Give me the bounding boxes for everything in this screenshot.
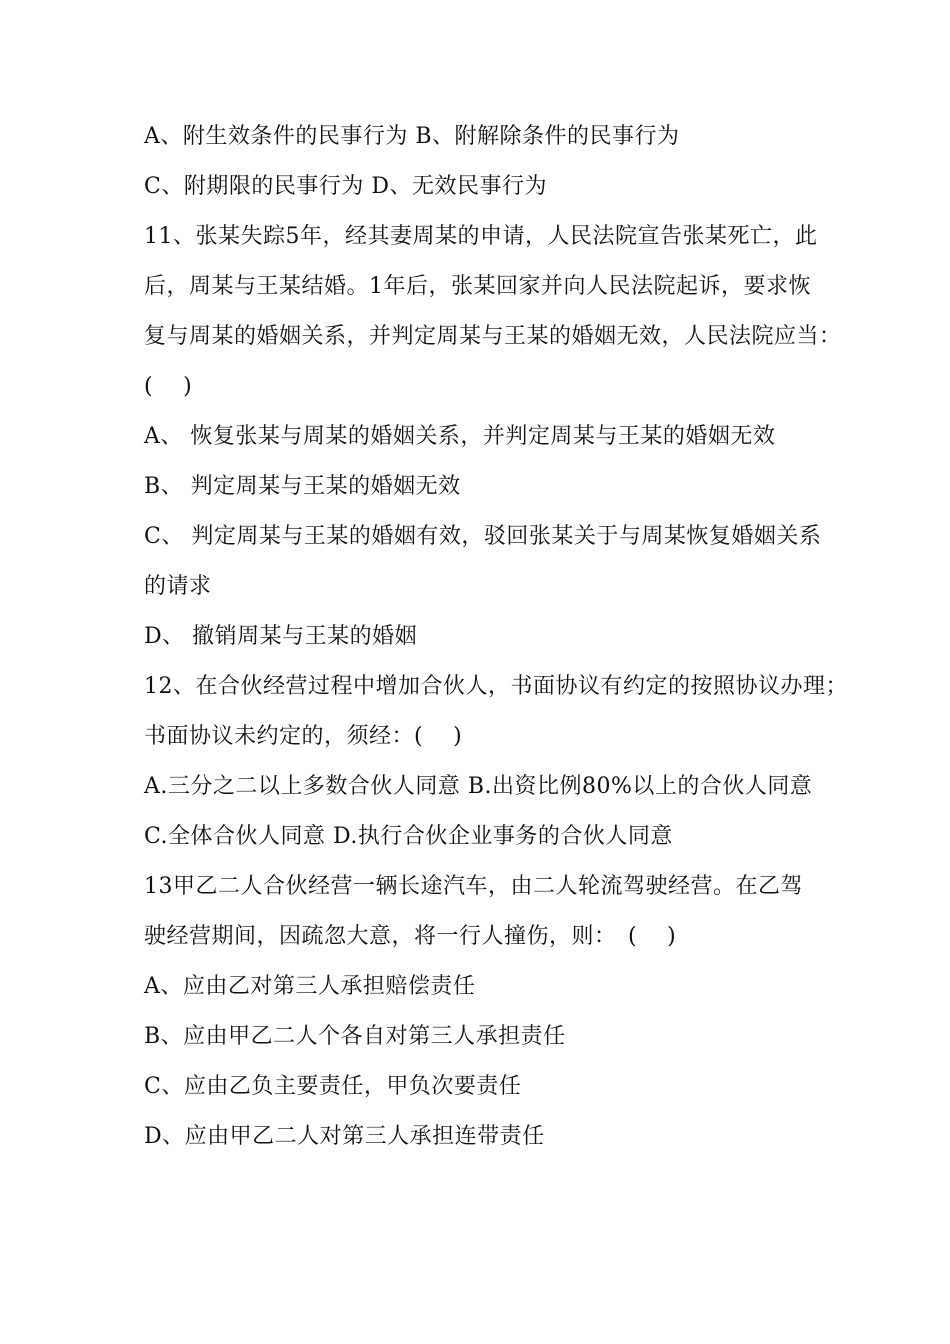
q13-option-b: B、应由甲乙二人个各自对第三人承担责任	[144, 1024, 566, 1049]
q11-answer-blank: ( )	[144, 374, 193, 399]
q11-stem-line-2: 后，周某与王某结婚。1年后，张某回家并向人民法院起诉，要求恢	[144, 274, 811, 299]
q11-option-a: A、 恢复张某与周某的婚姻关系，并判定周某与王某的婚姻无效	[144, 424, 776, 449]
q11-option-b: B、 判定周某与王某的婚姻无效	[144, 474, 461, 499]
q13-stem-line-1: 13甲乙二人合伙经营一辆长途汽车，由二人轮流驾驶经营。在乙驾	[144, 874, 803, 899]
q11-option-d: D、 撤销周某与王某的婚姻	[144, 624, 418, 649]
q11-option-c-line-1: C、 判定周某与王某的婚姻有效，驳回张某关于与周某恢复婚姻关系	[144, 524, 822, 549]
q11-stem-line-3: 复与周某的婚姻关系，并判定周某与王某的婚姻无效，人民法院应当：	[144, 324, 842, 349]
q12-options-cd: C.全体合伙人同意 D.执行合伙企业事务的合伙人同意	[144, 824, 673, 849]
q12-stem-line-1: 12、在合伙经营过程中增加合伙人，书面协议有约定的按照协议办理；	[144, 674, 848, 699]
q13-stem-line-2: 驶经营期间，因疏忽大意，将一行人撞伤，则： ( )	[144, 924, 677, 949]
q11-option-c-line-2: 的请求	[144, 574, 212, 599]
q13-option-d: D、应由甲乙二人对第三人承担连带责任	[144, 1124, 545, 1149]
q13-option-a: A、应由乙对第三人承担赔偿责任	[144, 974, 476, 999]
q10-options-cd: C、附期限的民事行为 D、无效民事行为	[144, 174, 547, 199]
q12-options-ab: A.三分之二以上多数合伙人同意 B.出资比例80%以上的合伙人同意	[144, 774, 813, 799]
q11-stem-line-1: 11、张某失踪5年，经其妻周某的申请，人民法院宣告张某死亡，此	[144, 224, 818, 249]
q12-stem-line-2: 书面协议未约定的，须经：( )	[144, 724, 463, 749]
q13-option-c: C、应由乙负主要责任，甲负次要责任	[144, 1074, 522, 1099]
q10-options-ab: A、附生效条件的民事行为 B、附解除条件的民事行为	[144, 124, 680, 149]
document-body	[144, 112, 848, 1162]
